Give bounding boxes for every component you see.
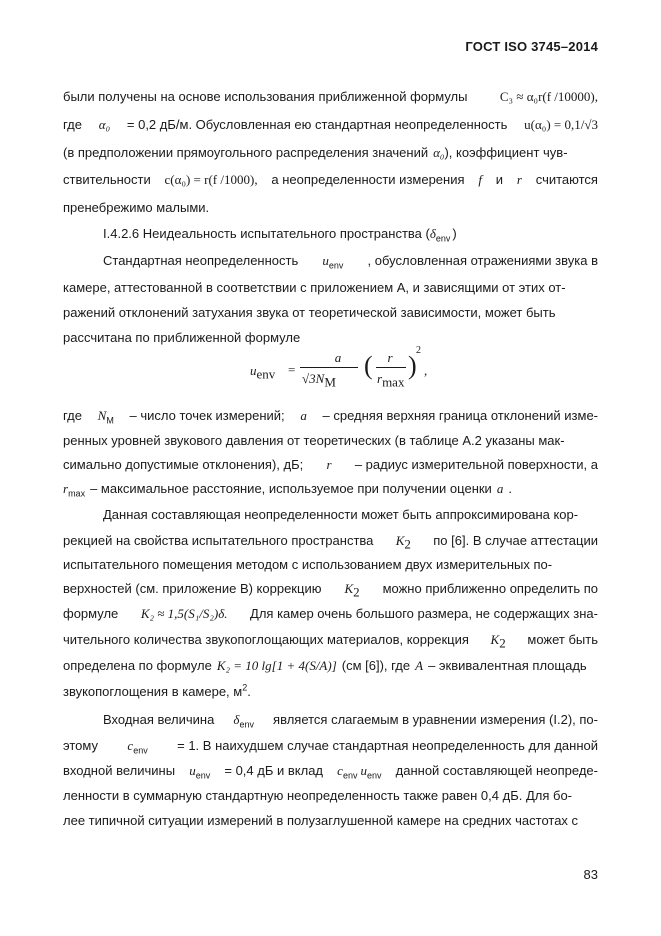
subscript: env: [195, 770, 211, 781]
subscript: env: [342, 770, 358, 781]
text-line: [63, 738, 598, 754]
formula-inline: u: [360, 763, 367, 778]
text: – эквивалентная площадь: [428, 658, 587, 673]
fraction-bar-2: [376, 367, 406, 368]
formula-inline: K: [344, 581, 354, 596]
formula-inline: f: [478, 172, 482, 187]
formula-exponent: 2: [416, 345, 421, 356]
text-line: [63, 533, 598, 552]
text: звукопоглощения в камере, м: [63, 684, 243, 699]
subscript: env: [328, 260, 344, 271]
text: Для камер очень большого размера, не содержащих зна-: [250, 606, 598, 621]
formula-inline: α₀: [98, 117, 111, 132]
text: является слагаемым в уравнении измерения (I.2), по-: [273, 712, 598, 727]
text-line: [63, 200, 598, 216]
subscript: 2: [499, 635, 506, 651]
page-number: 83: [583, 867, 598, 882]
text: (в предположении прямоугольного распределения значений: [63, 145, 429, 160]
text: камере, аттестованной в соответствии с приложением А, и зависящими от этих от-: [63, 280, 566, 295]
text: считаются: [535, 172, 598, 187]
text-line: [63, 684, 598, 700]
formula-numerator: a: [334, 350, 342, 365]
formula-denominator-2: $r_{max}$: [377, 371, 405, 390]
text: по [6]. В случае аттестации: [433, 533, 598, 548]
formula-inline: a: [496, 481, 504, 496]
text-line: [103, 507, 598, 523]
formula-denominator: $√3N_M$: [302, 371, 336, 390]
text-line: [63, 145, 598, 161]
text-line: [63, 89, 598, 105]
text-line: [63, 481, 598, 497]
formula-inline: δ: [429, 226, 436, 241]
formula-inline: c(α₀) = r(f /1000),: [164, 172, 258, 187]
formula-inline: α₀: [433, 145, 445, 160]
superscript: 2: [242, 682, 248, 693]
formula-numerator-2: r: [387, 350, 393, 365]
formula-inline: u: [322, 253, 329, 268]
text: данной составляющей неопреде-: [395, 763, 598, 778]
formula-inline: c: [127, 738, 134, 753]
formula-inline: a: [300, 408, 307, 423]
text: ренных уровней звукового давления от теоретических (в таблице А.2 указаны мак-: [63, 433, 565, 448]
text: лее типичной ситуации измерений в полузаглушенной камере на средних частотах с: [63, 813, 579, 828]
text-line: [63, 433, 598, 449]
formula-inline: u: [189, 763, 196, 778]
text: , обусловленная отражениями звука в: [367, 253, 598, 268]
text-line: [63, 658, 598, 674]
text-line: [63, 172, 598, 188]
subscript: 2: [404, 536, 411, 552]
text-line: [63, 408, 598, 424]
text: а неопределенности измерения: [271, 172, 465, 187]
formula-inline: N: [97, 408, 107, 423]
text: верхностей (см. приложение В) коррекцию: [63, 581, 322, 596]
text: были получены на основе использования приближенной формулы: [63, 89, 468, 104]
text: I.4.2.6 Неидеальность испытательного пространства (: [103, 226, 430, 241]
formula-inline: A: [415, 658, 424, 673]
display-formula: [240, 345, 440, 395]
text: чительного количества звукопоглощающих материалов, коррекция: [63, 632, 469, 647]
text: симально допустимые отклонения), дБ;: [63, 457, 304, 472]
text: – число точек измерений;: [129, 408, 285, 423]
formula-inline: r: [63, 481, 69, 496]
text: Стандартная неопределенность: [103, 253, 299, 268]
subscript: env: [239, 719, 254, 730]
text-line: [63, 457, 598, 473]
text: можно приближенно определить по: [382, 581, 598, 596]
text-line: [103, 253, 598, 269]
text: = 1. В наихудшем случае стандартная неопределенность для данной: [177, 738, 598, 753]
formula-inline: K: [395, 533, 405, 548]
text: может быть: [527, 632, 598, 647]
text: формуле: [63, 606, 119, 621]
text-line: [63, 557, 598, 573]
formula-comma: ,: [424, 363, 428, 378]
text: рекцией на свойства испытательного пространства: [63, 533, 374, 548]
text-line: [63, 305, 598, 321]
fraction-bar: [300, 367, 358, 368]
text: ): [452, 226, 457, 241]
formula-inline: δ: [233, 712, 240, 727]
text: рассчитана по приближенной формуле: [63, 330, 301, 345]
subscript: M: [106, 415, 114, 426]
text-line: [63, 581, 598, 600]
text: Данная составляющая неопределенности может быть аппроксимирована кор-: [103, 507, 579, 522]
text: ствительности: [63, 172, 151, 187]
subscript: env: [133, 745, 148, 756]
formula-equals: =: [288, 362, 296, 377]
text: ленности в суммарную стандартную неопределенность также равен 0,4 дБ. Для бо-: [63, 788, 573, 803]
text-line: [63, 763, 598, 779]
text: – радиус измерительной поверхности, а: [354, 457, 598, 472]
left-paren: (: [364, 351, 373, 380]
formula-inline: K: [490, 632, 500, 647]
subscript: 2: [353, 584, 360, 600]
section-heading: [103, 226, 598, 242]
text-line: [63, 330, 598, 346]
formula-inline: K₂ = 10 lg[1 + 4(S/A)]: [216, 658, 337, 673]
formula-inline: K₂ ≈ 1,5(S₁/S₂)δ.: [140, 606, 228, 621]
text-line: [63, 117, 598, 133]
text: (см [6]), где: [341, 658, 411, 673]
text: где: [63, 117, 82, 132]
text: ), коэффициент чув-: [444, 145, 568, 160]
subscript: env: [435, 233, 451, 244]
formula-inline: u(α₀) = 0,1/√3: [524, 117, 598, 132]
text: – максимальное расстояние, используемое при получении оценки: [90, 481, 492, 496]
text-line: [63, 813, 598, 829]
text: – средняя верхняя граница отклонений изме-: [322, 408, 598, 423]
subscript: max: [68, 488, 86, 499]
formula-inline: C₃ ≈ α₀r(f /10000),: [499, 89, 598, 104]
text: .: [247, 684, 251, 699]
text: ражений отклонений затухания звука от теоретической зависимости, может быть: [63, 305, 556, 320]
right-paren: ): [408, 351, 417, 380]
formula-inline: r: [326, 457, 332, 472]
text: испытательного помещения методом с использованием двух измерительных по-: [63, 557, 553, 572]
text: Входная величина: [103, 712, 215, 727]
text-line: [63, 632, 598, 651]
text: = 0,4 дБ и вклад: [224, 763, 324, 778]
text: определена по формуле: [63, 658, 212, 673]
text: и: [495, 172, 504, 187]
text-line: [103, 712, 598, 728]
document-header: ГОСТ ISO 3745–2014: [465, 39, 598, 54]
text-line: [63, 788, 598, 804]
text: входной величины: [63, 763, 176, 778]
text: пренебрежимо малыми.: [63, 200, 210, 215]
text-line: [63, 606, 598, 622]
text: этому: [63, 738, 98, 753]
text: где: [63, 408, 82, 423]
text: = 0,2 дБ/м. Обусловленная ею стандартная неопределенность: [126, 117, 508, 132]
formula-inline: r: [516, 172, 522, 187]
formula-inline: c: [337, 763, 343, 778]
text: .: [508, 481, 512, 496]
subscript: env: [366, 770, 382, 781]
formula-lhs: $u_{env}$: [250, 363, 276, 382]
text-line: [63, 280, 598, 296]
